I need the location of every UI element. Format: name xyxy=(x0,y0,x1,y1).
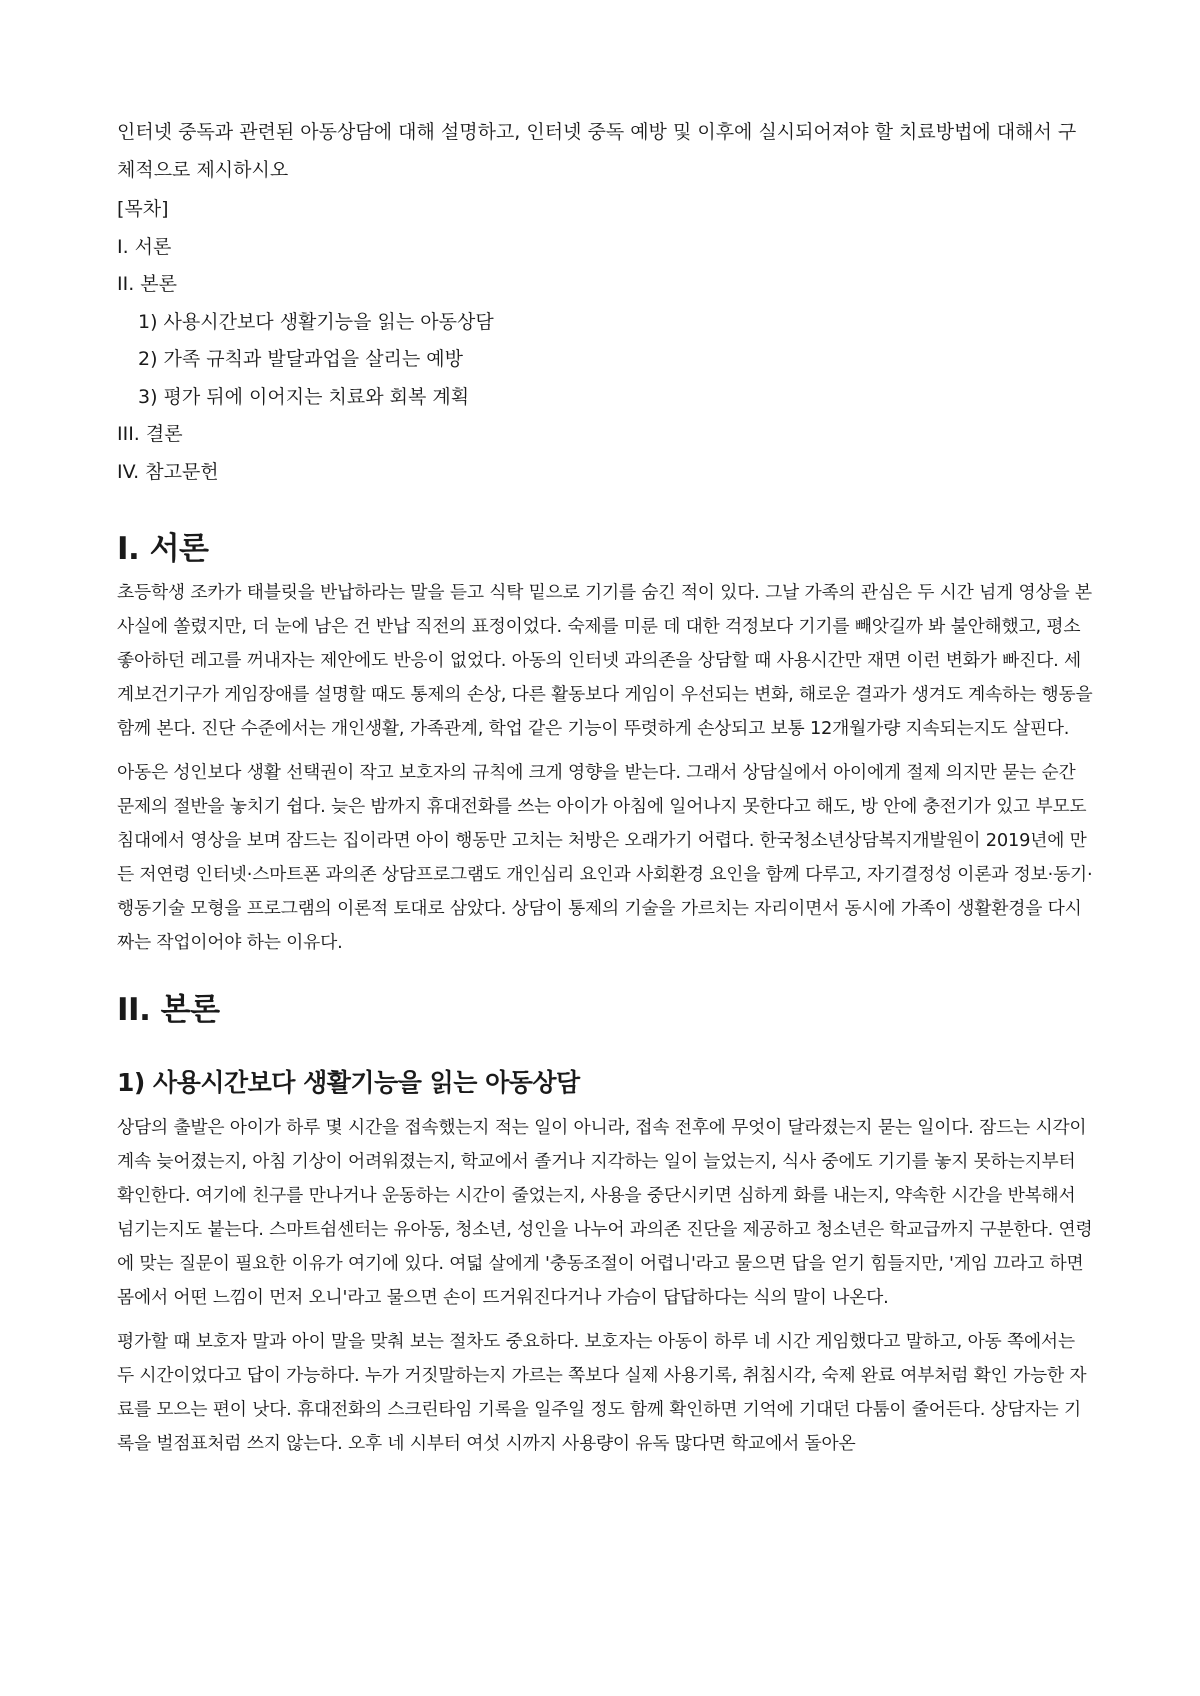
toc-item-conclusion: III. 결론 xyxy=(117,423,183,445)
body-paragraph: 평가할 때 보호자 말과 아이 말을 맞춰 보는 절차도 중요하다. 보호자는 아동이 하루 네 시간 게임했다고 말하고, 아동 쪽에서는 두 시간이었다고 답이 가능하다. 누가 거짓말하는지 가르는 쪽보다 실제 사용기록, 취침시각, 숙제 완료 여부처럼 확인 가능한 자료를 모으는 편이 낫다. 휴대전화의 스크린타임 기록을 일주일 정도 함께 확인하면 기억에 기대던 다툼이 줄어든다. 상담자는 기록을 벌점표처럼 쓰지 않는다. 오후 네 시부터 여섯 시까지 사용량이 유독 많다면 학교에서 돌아온 xyxy=(117,1331,1087,1454)
toc-item-body: II. 본론 xyxy=(117,273,177,295)
toc-item-intro: I. 서론 xyxy=(117,235,172,258)
subsection-heading-1: 1) 사용시간보다 생활기능을 읽는 아동상담 xyxy=(117,1068,580,1097)
toc-item-body-3: 3) 평가 뒤에 이어지는 치료와 회복 계획 xyxy=(138,385,470,408)
intro-paragraph: 초등학생 조카가 태블릿을 반납하라는 말을 듣고 식탁 밑으로 기기를 숨긴 적이 있다. 그날 가족의 관심은 두 시간 넘게 영상을 본 사실에 쏠렸지만, 더 눈에 남은 건 반납 직전의 표정이었다. 숙제를 미룬 데 대한 걱정보다 기기를 빼앗길까 봐 불안해했고, 평소 좋아하던 레고를 꺼내자는 제안에도 반응이 없었다. 아동의 인터넷 과의존을 상담할 때 사용시간만 재면 이런 변화가 빠진다. 세계보건기구가 게임장애를 설명할 때도 통제의 손상, 다른 활동보다 게임이 우선되는 변화, 해로운 결과가 생겨도 계속하는 행동을 함께 본다. 진단 수준에서는 개인생활, 가족관계, 학업 같은 기능이 뚜렷하게 손상되고 보통 12개월가량 지속되는지도 살핀다. xyxy=(117,582,1093,739)
toc-item-references: IV. 참고문헌 xyxy=(117,460,219,483)
intro-paragraph: 아동은 성인보다 생활 선택권이 작고 보호자의 규칙에 크게 영향을 받는다. 그래서 상담실에서 아이에게 절제 의지만 묻는 순간 문제의 절반을 놓치기 쉽다. 늦은 밤까지 휴대전화를 쓰는 아이가 아침에 일어나지 못한다고 해도, 방 안에 충전기가 있고 부모도 침대에서 영상을 보며 잠드는 집이라면 아이 행동만 고치는 처방은 오래가기 어렵다. 한국청소년상담복지개발원이 2019년에 만든 저연령 인터넷·스마트폰 과의존 상담프로그램도 개인심리 요인과 사회환경 요인을 함께 다루고, 자기결정성 이론과 정보·동기·행동기술 모형을 프로그램의 이론적 토대로 삼았다. 상담이 통제의 기술을 가르치는 자리이면서 동시에 가족이 생활환경을 다시 짜는 작업이어야 하는 이유다. xyxy=(117,762,1093,953)
assignment-prompt: 인터넷 중독과 관련된 아동상담에 대해 설명하고, 인터넷 중독 예방 및 이후에 실시되어져야 할 치료방법에 대해서 구체적으로 제시하시오 xyxy=(117,121,1077,181)
toc-title: [목차] xyxy=(117,198,169,220)
section-heading-intro: I. 서론 xyxy=(117,531,209,567)
table-of-contents xyxy=(117,191,1094,491)
body-paragraph: 상담의 출발은 아이가 하루 몇 시간을 접속했는지 적는 일이 아니라, 접속 전후에 무엇이 달라졌는지 묻는 일이다. 잠드는 시각이 계속 늦어졌는지, 아침 기상이 어려워졌는지, 학교에서 졸거나 지각하는 일이 늘었는지, 식사 중에도 기기를 놓지 못하는지부터 확인한다. 여기에 친구를 만나거나 운동하는 시간이 줄었는지, 사용을 중단시키면 심하게 화를 내는지, 약속한 시간을 반복해서 넘기는지도 붙는다. 스마트쉼센터는 유아동, 청소년, 성인을 나누어 과의존 진단을 제공하고 청소년은 학교급까지 구분한다. 연령에 맞는 질문이 필요한 이유가 여기에 있다. 여덟 살에게 '충동조절이 어렵니'라고 물으면 답을 얻기 힘들지만, '게임 끄라고 하면 몸에서 어떤 느낌이 먼저 오니'라고 물으면 손이 뜨거워진다거나 가슴이 답답하다는 식의 말이 나온다. xyxy=(117,1117,1093,1308)
toc-item-body-2: 2) 가족 규칙과 발달과업을 살리는 예방 xyxy=(138,348,464,370)
section-heading-body: II. 본론 xyxy=(117,992,220,1028)
toc-item-body-1: 1) 사용시간보다 생활기능을 읽는 아동상담 xyxy=(138,310,494,333)
